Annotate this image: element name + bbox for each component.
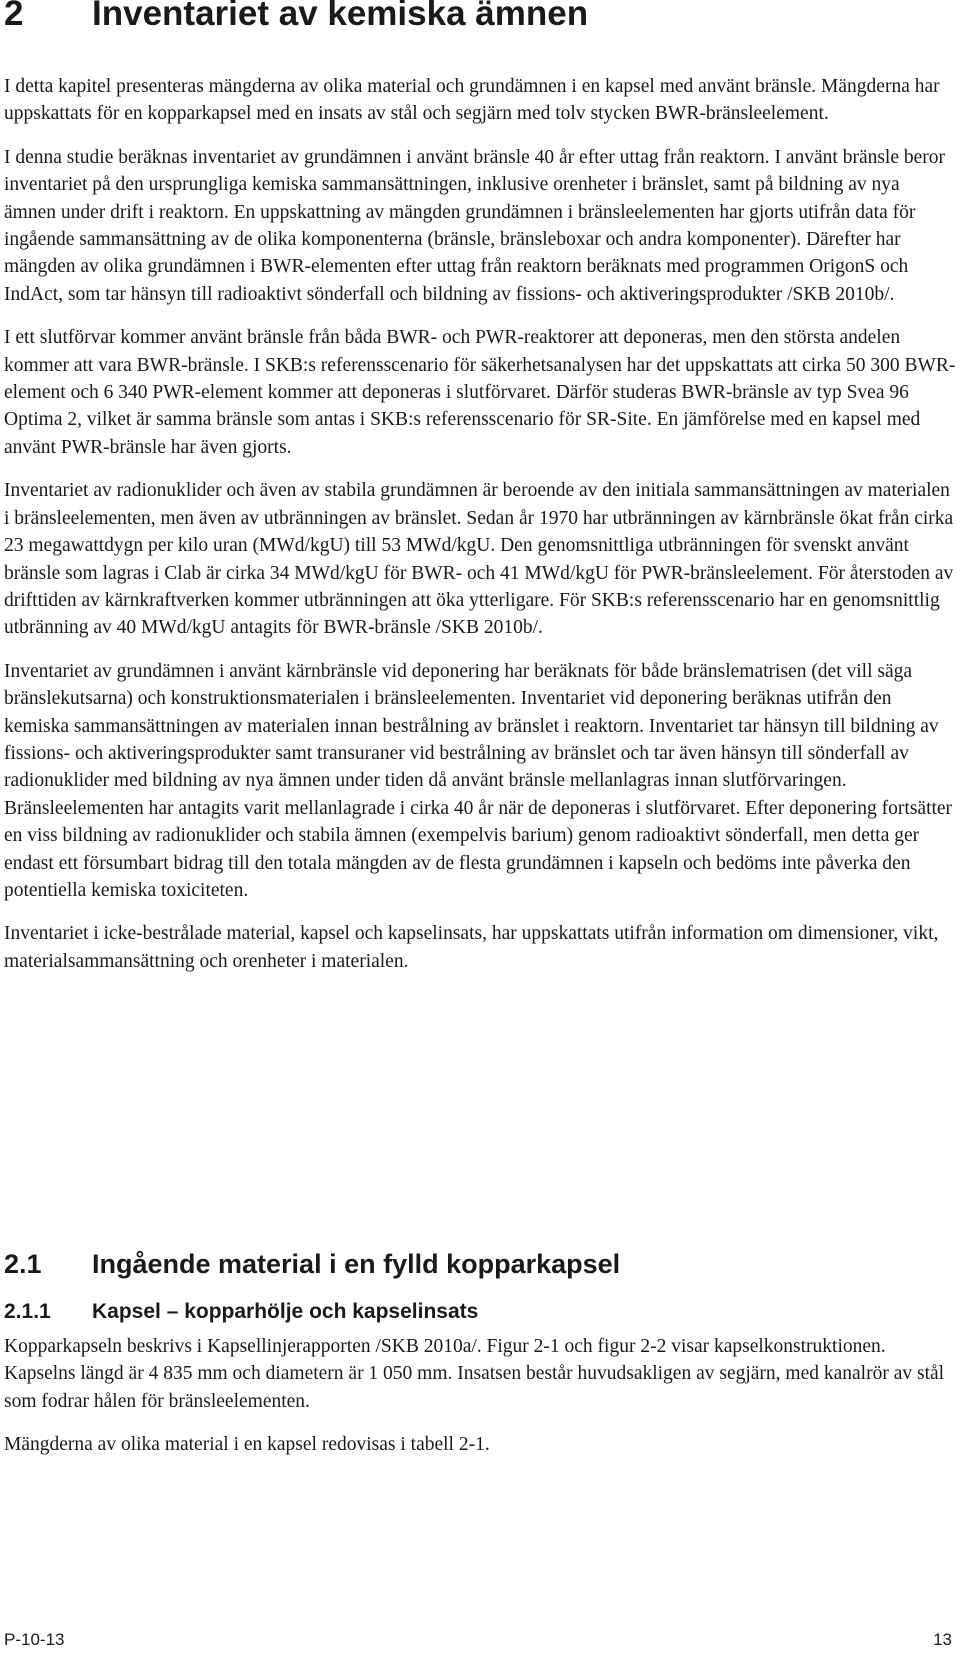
- paragraph-inventory-calculation: I denna studie beräknas inventariet av grundämnen i använt bränsle 40 år efter uttag från reaktorn. I använt bränsle beror inventariet på den ursprungliga kemiska sammansättningen, inklusive orenheter i bränslet, samt på bildning av nya ämnen under drift i reaktorn. En uppskattning av mängden grundämnen i bränsleelementen har gjorts utifrån data för ingående sammansättning av de olika komponenterna (bränsle, bränsleboxar och andra komponenter). Därefter har mängden av olika grundämnen i BWR-elementen efter uttag från reaktorn beräknats med programmen OrigonS och IndAct, som tar hänsyn till radioaktivt sönderfall och bildning av fissions- och aktiveringsprodukter /SKB 2010b/.: [4, 146, 946, 305]
- paragraph-capsule-description: Kopparkapseln beskrivs i Kapsellinjerapporten /SKB 2010a/. Figur 2-1 och figur 2-2 visar kapselkonstruktionen. Kapselns längd är 4 835 mm och diametern är 1 050 mm. Insatsen består huvudsakligen av segjärn, med kanalrör av stål som fodrar hålen för bränsleelementen.: [4, 1336, 945, 1412]
- chapter-body: [4, 73, 956, 991]
- chapter-number: 2: [4, 0, 24, 33]
- section-heading: [4, 1246, 620, 1282]
- paragraph-non-irradiated: Inventariet i icke-bestrålade material, kapsel och kapselinsats, har uppskattats utifrån information om dimensioner, vikt, materialsammansättning och orenheter i materialen.: [4, 923, 939, 972]
- report-id: P-10-13: [4, 1630, 65, 1649]
- paragraph-deposition-inventory: Inventariet av grundämnen i använt kärnbränsle vid deponering har beräknats för både bränslematrisen (det vill säga bränslekutsarna) och konstruktionsmaterialen i bränsleelementen. Inventariet vid deponering beräknas utifrån den kemiska sammansättningen av materialen innan bestrålning av bränslet i reaktorn. Inventariet tar hänsyn till bildning av fissions- och aktiveringsprodukter samt transuraner vid bestrålning av bränslet och tar även hänsyn till sönderfall av radionuklider med bildning av nya ämnen under tiden då använt bränsle mellanlagras innan slutförvaringen. Bränsleelementen har antagits varit mellanlagrade i cirka 40 år när de deponeras i slutförvaret. Efter deponering fortsätter en viss bildning av radionuklider och stabila ämnen (exempelvis barium) genom radioaktivt sönderfall, men detta ger endast ett försumbart bidrag till den totala mängden av de flesta grundämnen i kapseln och bedöms inte påverka den potentiella kemiska toxiciteten.: [4, 660, 953, 901]
- subsection-heading: [4, 1298, 478, 1326]
- subsection-body: [4, 1333, 956, 1475]
- subsection-number: 2.1.1: [4, 1300, 51, 1323]
- paragraph-table-reference: Mängderna av olika material i en kapsel redovisas i tabell 2-1.: [4, 1434, 490, 1456]
- page-number: 13: [933, 1630, 952, 1649]
- chapter-title: Inventariet av kemiska ämnen: [92, 0, 589, 33]
- paragraph-burnup: Inventariet av radionuklider och även av stabila grundämnen är beroende av den initiala sammansättningen av materialen i bränsleelementen, men även av utbränningen av bränslet. Sedan år 1970 har utbränningen av kärnbränsle ökat från cirka 23 megawattdygn per kilo uran (MWd/kgU) till 53 MWd/kgU. Den genomsnittliga utbränningen för svenskt använt bränsle som lagras i Clab är cirka 34 MWd/kgU för BWR- och 41 MWd/kgU för PWR-bränsleelement. För återstoden av drifttiden av kärnkraftverken kommer utbränningen att öka ytterligare. För SKB:s referensscenario har en genomsnittlig utbränning av 40 MWd/kgU antagits för BWR-bränsle /SKB 2010b/.: [4, 480, 954, 639]
- paragraph-intro: I detta kapitel presenteras mängderna av olika material och grundämnen i en kapsel med använt bränsle. Mängderna har uppskattats för en kopparkapsel med en insats av stål och segjärn med tolv stycken BWR-bränsleelement.: [4, 76, 940, 125]
- chapter-heading: [4, 0, 588, 38]
- subsection-title: Kapsel – kopparhölje och kapselinsats: [92, 1300, 479, 1323]
- section-title: Ingående material i en fylld kopparkapsel: [92, 1249, 621, 1279]
- paragraph-bwr-pwr: I ett slutförvar kommer använt bränsle från båda BWR- och PWR-reaktorer att deponeras, men den största andelen kommer att vara BWR-bränsle. I SKB:s referensscenario för säkerhetsanalysen har det uppskattats att cirka 50 300 BWR-element och 6 340 PWR-element kommer att deponeras i slutförvaret. Därför studeras BWR-bränsle av typ Svea 96 Optima 2, vilket är samma bränsle som antas i SKB:s referensscenario för SR-Site. En jämförelse med en kapsel med använt PWR-bränsle har även gjorts.: [4, 327, 956, 458]
- section-number: 2.1: [4, 1249, 42, 1279]
